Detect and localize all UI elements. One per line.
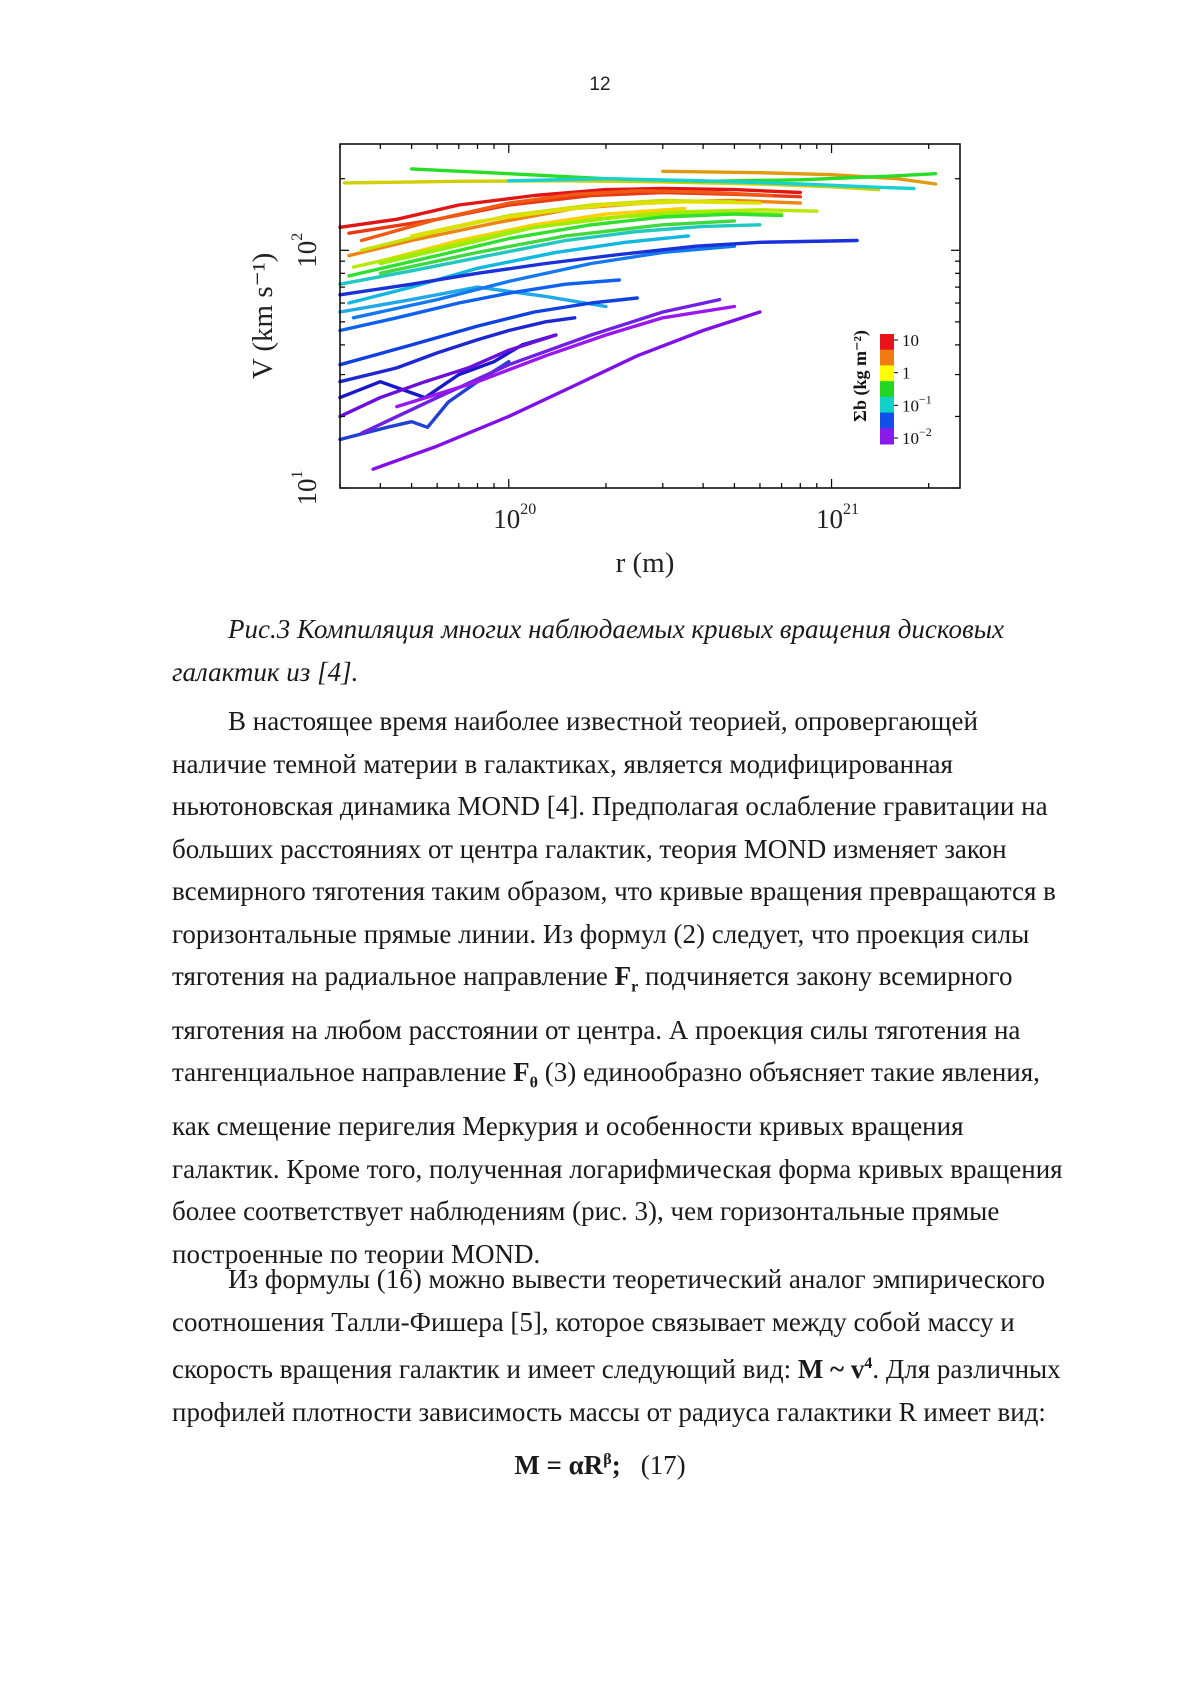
x-axis-label: r (m) (616, 547, 675, 579)
text-line: как смещение перигелия Меркурия и особенности кривых вращения (172, 1105, 1112, 1148)
y-axis-label: V (km s⁻¹) (247, 253, 279, 380)
equation-17 (0, 1450, 1200, 1481)
page-number: 12 (0, 74, 1200, 96)
colorbar-label: Σb (kg m⁻²) (850, 330, 871, 422)
rotation-curves-chart (0, 0, 1200, 600)
y-tick-label: 101 (289, 471, 322, 506)
text-run: скорость вращения галактик и имеет следующий вид: (172, 1354, 798, 1384)
equation-number: (17) (641, 1450, 686, 1480)
colorbar-segment (880, 334, 894, 350)
colorbar (880, 331, 932, 448)
text-line: наличие темной материи в галактиках, является модифицированная (172, 743, 1112, 786)
tully-fisher-formula: M ~ v4 (798, 1354, 873, 1384)
x-tick-label: 1020 (493, 501, 536, 534)
paragraph-tully-fisher (172, 1258, 1112, 1433)
figure-caption (172, 608, 1082, 694)
text-line: всемирного тяготения таким образом, что кривые вращения превращаются в (172, 870, 1112, 913)
equation-body: M = αRβ; (514, 1450, 620, 1480)
text-run: (3) единообразно объясняет такие явления, (538, 1057, 1040, 1087)
colorbar-tick-label: 10−1 (902, 392, 932, 415)
text-line: ньютоновская динамика MOND [4]. Предполагая ослабление гравитации на (172, 785, 1112, 828)
y-tick-label: 102 (289, 233, 322, 268)
text-line: профилей плотности зависимость массы от радиуса галактики R имеет вид: (172, 1391, 1112, 1434)
colorbar-segment (880, 428, 894, 444)
colorbar-segment (880, 365, 894, 381)
colorbar-tick-label: 10 (902, 331, 919, 350)
caption-line-2: галактик из [4]. (172, 651, 1082, 694)
text-line: соотношения Талли-Фишера [5], которое связывает между собой массу и (172, 1301, 1112, 1344)
series-line-26 (362, 300, 720, 434)
text-line (172, 1051, 1112, 1105)
text-line: более соответствует наблюдениям (рис. 3), чем горизонтальные прямые (172, 1190, 1112, 1233)
chart-series-group (340, 169, 936, 469)
text-line: построенные по теории MOND. (172, 1233, 1112, 1276)
text-line (172, 955, 1112, 1009)
colorbar-segment (880, 381, 894, 397)
text-line: больших расстояниях от центра галактик, теория MOND изменяет закон (172, 828, 1112, 871)
radial-force-symbol: Fr (615, 961, 639, 991)
text-line: Из формулы (16) можно вывести теоретический аналог эмпирического (172, 1258, 1112, 1301)
text-run: тяготения на радиальное направление (172, 961, 615, 991)
caption-line-1: Рис.3 Компиляция многих наблюдаемых кривых вращения дисковых (172, 608, 1082, 651)
colorbar-segment (880, 413, 894, 429)
colorbar-segment (880, 350, 894, 366)
text-line: галактик. Кроме того, полученная логарифмическая форма кривых вращения (172, 1148, 1112, 1191)
tangential-force-symbol: Fθ (513, 1057, 538, 1087)
text-line (172, 1343, 1112, 1391)
series-line-22 (340, 298, 637, 365)
colorbar-tick-label: 10−2 (902, 425, 932, 448)
x-tick-label: 1021 (816, 501, 859, 534)
paragraph-mond (172, 700, 1112, 1275)
colorbar-segment (880, 397, 894, 413)
text-line: горизонтальные прямые линии. Из формул (2) следует, что проекция силы (172, 913, 1112, 956)
text-line: В настоящее время наиболее известной теорией, опровергающей (172, 700, 1112, 743)
series-line-27 (373, 312, 760, 469)
text-line: тяготения на любом расстоянии от центра. А проекция силы тяготения на (172, 1009, 1112, 1052)
text-run: подчиняется закону всемирного (638, 961, 1012, 991)
text-run: тангенциальное направление (172, 1057, 513, 1087)
text-run: . Для различных (872, 1354, 1060, 1384)
colorbar-tick-label: 1 (902, 364, 911, 383)
